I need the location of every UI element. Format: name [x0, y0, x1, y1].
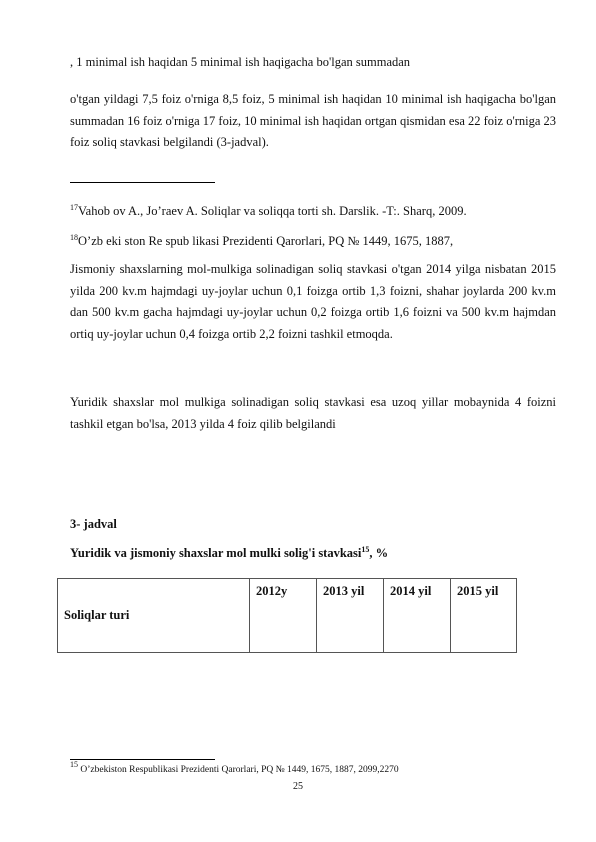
table-title	[70, 543, 556, 565]
table-header-row	[58, 579, 517, 653]
footnote-17	[70, 201, 556, 223]
footnote-18	[70, 231, 556, 253]
footnote-number: 18	[70, 233, 78, 242]
header-year-2012: 2012y	[250, 579, 317, 653]
header-year-2015: 2015 yil	[451, 579, 517, 653]
paragraph-legal-entities: Yuridik shaxslar mol mulkiga solinadigan soliq stavkasi esa uzoq yillar mobaynida 4 foizni tashkil etgan bo'lsa, 2013 yilda 4 foiz qilib belgilandi	[70, 395, 556, 431]
page-number: 25	[293, 781, 303, 792]
header-year-2014: 2014 yil	[384, 579, 451, 653]
table-title-suffix: , %	[369, 546, 389, 560]
footnote-text: O’zbekiston Respublikasi Prezidenti Qarorlari, PQ № 1449, 1675, 1887, 2099,2270	[80, 765, 399, 775]
footnote-15	[70, 760, 399, 777]
paragraph-intro: o'tgan yildagi 7,5 foiz o'rniga 8,5 foiz, 5 minimal ish haqidan 10 minimal ish haqigacha bo'lgan summadan 16 foiz o'rniga 17 foiz, 10 minimal ish haqidan ortgan qismidan esa 22 foiz o'rniga 23 foiz soliq stavkasi belgilandi (3-jadval).	[70, 92, 556, 149]
header-year-2013: 2013 yil	[317, 579, 384, 653]
footnote-number: 17	[70, 203, 78, 212]
footnote-text: Vahob ov A., Jo’raev A. Soliqlar va soliqqa torti sh. Darslik. -T:. Sharq, 2009.	[78, 204, 467, 218]
table-title-footnote-ref: 15	[361, 545, 370, 554]
footnote-number: 15	[70, 760, 78, 769]
footnote-text: O’zb eki ston Re spub likasi Prezidenti Qarorlari, PQ № 1449, 1675, 1887,	[78, 234, 454, 248]
header-tax-type: Soliqlar turi	[58, 579, 250, 653]
table-label: 3- jadval	[70, 517, 117, 531]
paragraph-individuals: Jismoniy shaxslarning mol-mulkiga solinadigan soliq stavkasi o'tgan 2014 yilga nisbatan 2015 yilda 200 kv.m hajmdagi uy-joylar uchun 0,1 foizga ortib 1,3 foizni, shahar joylarda 200 kv.m dan 500 kv.m gacha hajmdagi uy-joylar uchun 0,2 foizga ortib 1,6 foizni va 500 kv.m hajmdan ortiq uy-joylar uchun 0,4 foizga ortib 2,2 foizni tashkil etmoqda.	[70, 262, 556, 341]
table-title-text: Yuridik va jismoniy shaxslar mol mulki solig'i stavkasi	[70, 546, 362, 560]
footnote-separator-bottom	[70, 759, 215, 760]
footnote-separator	[70, 182, 215, 183]
paragraph-line: , 1 minimal ish haqidan 5 minimal ish haqigacha bo'lgan summadan	[70, 55, 411, 69]
tax-rate-table	[57, 578, 517, 653]
